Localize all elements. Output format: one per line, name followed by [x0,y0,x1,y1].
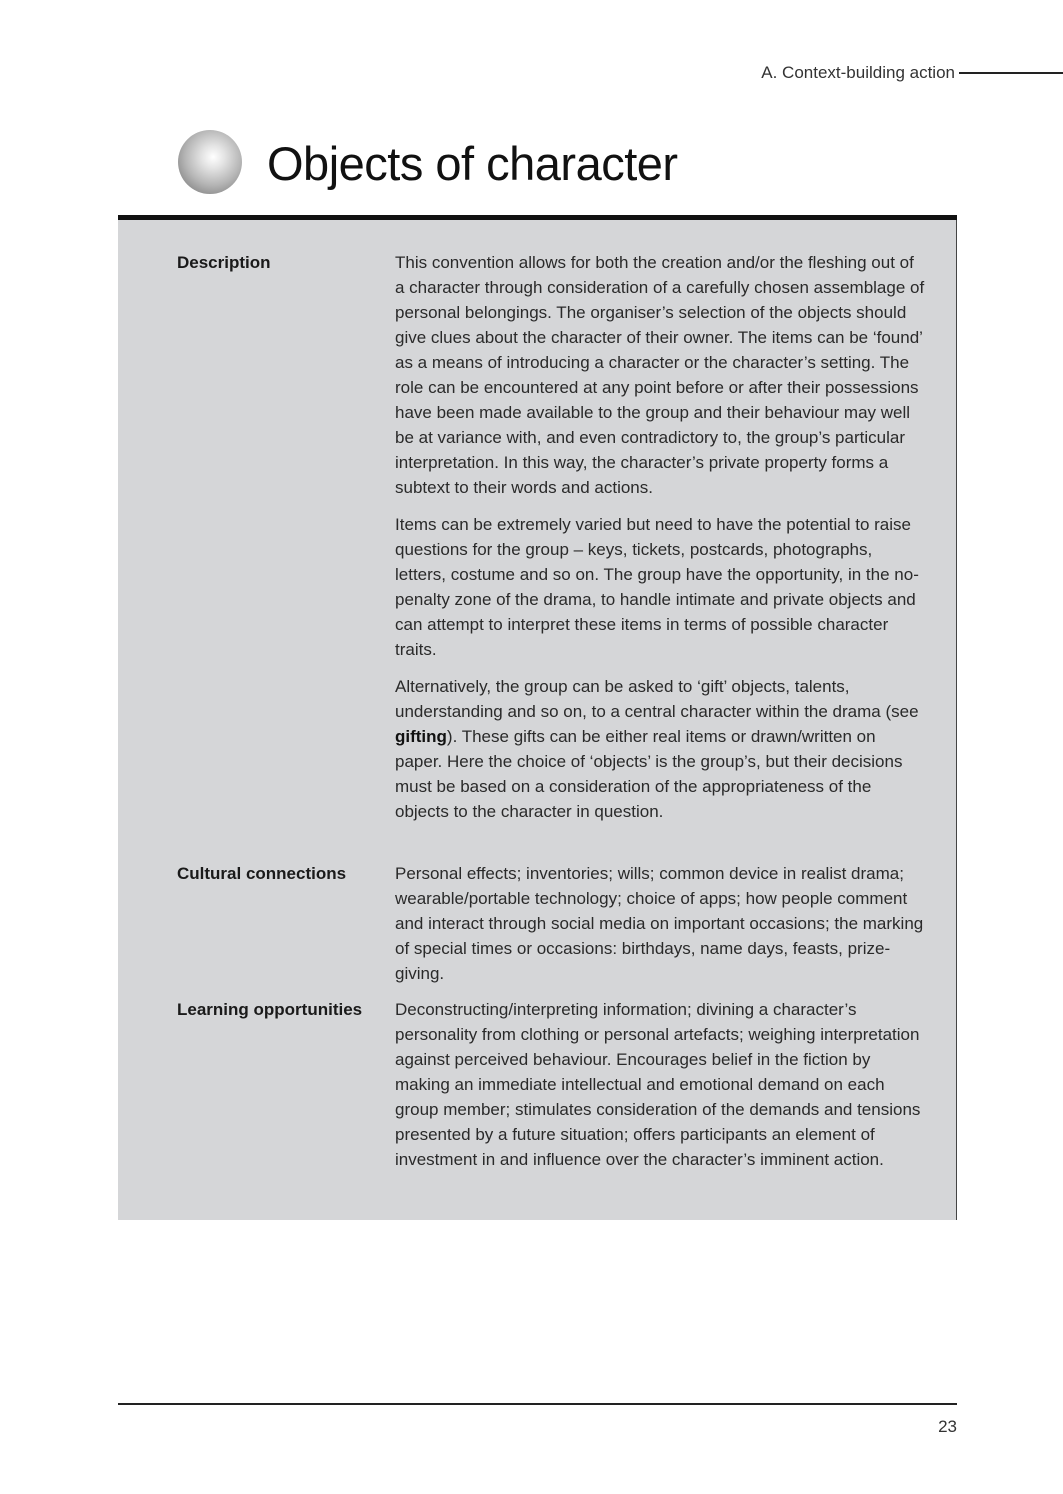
description-text [395,250,925,836]
cultural-connections-text [395,861,925,998]
page-title: Objects of character [267,137,678,190]
convention-panel [118,215,957,1220]
cultural-connections-paragraph: Personal effects; inventories; wills; common device in realist drama; wearable/portable technology; choice of apps; how people comment and interact through social media on important occasions; the marking of special times or occasions: birthdays, name days, feasts, prize-giving. [395,864,924,983]
description-paragraph-2: Items can be extremely varied but need to have the potential to raise questions for the group – keys, tickets, postcards, photographs, letters, costume and so on. The group have the opportunity, in the no-penalty zone of the drama, to handle intimate and private objects and can attempt to interpret these items in terms of possible character traits. [395,515,919,659]
section-title: Context-building action [782,63,955,82]
row-label-description: Description [177,253,271,272]
learning-opportunities-paragraph: Deconstructing/interpreting information; divining a character’s personality from clothing or personal artefacts; weighing interpretation against perceived behaviour. Encourages belief in the fiction by making an immediate intellectual and emotional demand on each group member; stimulates consideration of the demands and tensions presented by a future situation; offers participants an element of investment in and influence over the character’s imminent action. [395,1000,921,1169]
footer-rule [118,1403,957,1405]
row-label-cultural-connections: Cultural connections [177,864,347,883]
sphere-bullet-icon [178,130,242,194]
running-head [761,62,1063,84]
page-number: 23 [938,1417,957,1436]
running-head-rule [959,72,1063,74]
description-paragraph-1: This convention allows for both the creation and/or the fleshing out of a character through consideration of a carefully chosen assemblage of personal belongings. The organiser’s selection of the objects should give clues about the character of their owner. The items can be ‘found’ as a means of introducing a character or the character’s setting. The role can be encountered at any point before or after their possessions have been made available to the group and their behaviour may well be at variance with, and even contradictory to, the group’s particular interpretation. In this way, the character’s private property forms a subtext to their words and actions. [395,253,925,497]
section-letter: A. [761,63,778,82]
learning-opportunities-text [395,997,925,1184]
row-label-learning-opportunities: Learning opportunities [177,1000,363,1019]
description-paragraph-3: Alternatively, the group can be asked to ‘gift’ objects, talents, understanding and so on, to a central character within the drama (see gifting). These gifts can be either real items or drawn/written on paper. Here the choice of ‘objects’ is the group’s, but their decisions must be based on a consideration of the appropriateness of the objects to the character in question. [395,677,919,821]
gifting-link[interactable]: gifting [395,727,447,746]
